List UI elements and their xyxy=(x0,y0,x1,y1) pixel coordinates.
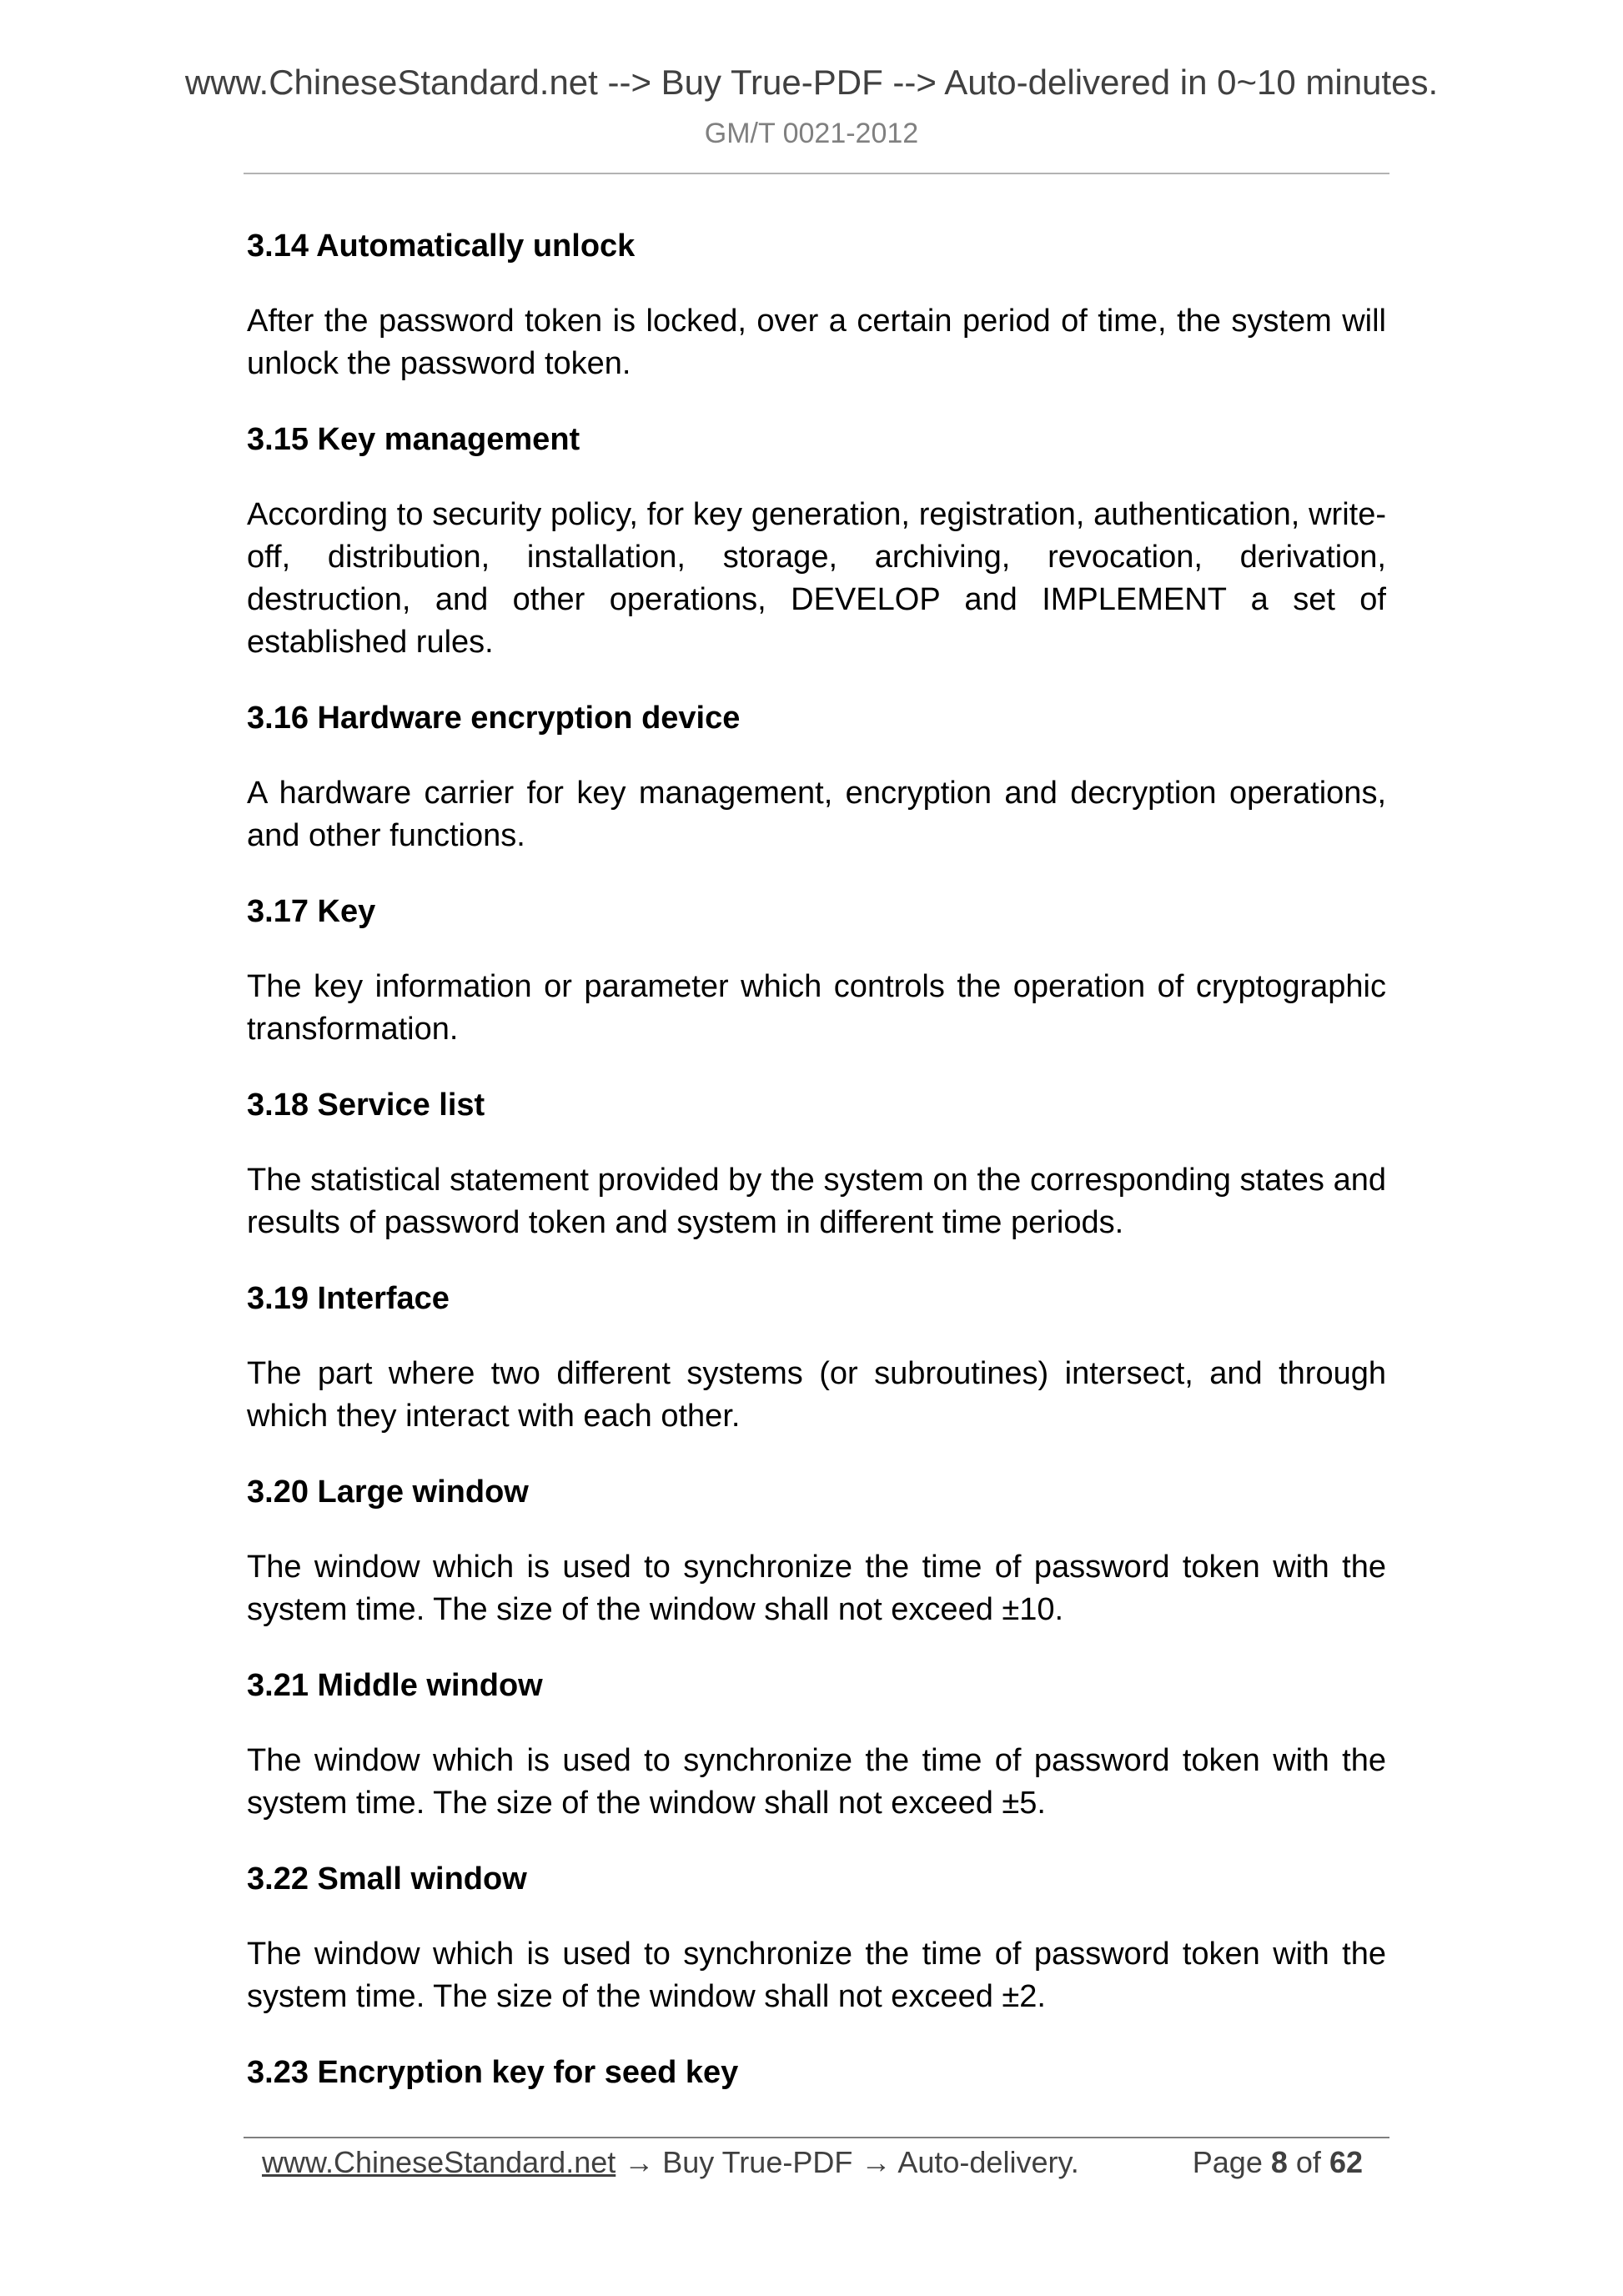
section-heading: 3.22 Small window xyxy=(247,1861,527,1897)
section-heading: 3.14 Automatically unlock xyxy=(247,229,636,264)
footer-buy-text: Buy True-PDF xyxy=(662,2145,853,2179)
footer-delivery-text: Auto-delivery. xyxy=(897,2145,1079,2179)
section-heading: 3.16 Hardware encryption device xyxy=(247,701,741,736)
section-heading: 3.18 Service list xyxy=(247,1088,485,1123)
section-heading: 3.23 Encryption key for seed key xyxy=(247,2055,739,2090)
footer-site-link[interactable]: www.ChineseStandard.net xyxy=(262,2145,616,2179)
page-of: of xyxy=(1295,2145,1321,2179)
page-current: 8 xyxy=(1270,2145,1288,2179)
footer-links xyxy=(262,2142,1079,2183)
section-heading: 3.21 Middle window xyxy=(247,1668,543,1703)
section-body: The statistical statement provided by the system on the corresponding states and results of password token and system in different time periods. xyxy=(247,1163,1386,1240)
section-heading: 3.17 Key xyxy=(247,894,376,929)
arrow-right-icon: → xyxy=(852,2145,898,2179)
footer-divider xyxy=(244,2137,1389,2138)
arrow-right-icon: → xyxy=(616,2145,663,2179)
section-3-20 xyxy=(247,1471,1386,1631)
page-label: Page xyxy=(1192,2145,1263,2179)
document-body xyxy=(247,225,1386,2127)
section-heading: 3.19 Interface xyxy=(247,1281,450,1316)
page-number xyxy=(1193,2142,1363,2183)
section-3-14 xyxy=(247,225,1386,385)
section-3-17 xyxy=(247,891,1386,1051)
section-body: After the password token is locked, over a certain period of time, the system will unlock the password token. xyxy=(247,304,1386,381)
section-3-16 xyxy=(247,697,1386,857)
page-footer xyxy=(262,2142,1363,2183)
header-divider xyxy=(244,173,1389,174)
section-body: The window which is used to synchronize the time of password token with the system time. The size of the window shall not exceed ±5. xyxy=(247,1743,1386,1821)
header-banner: www.ChineseStandard.net --> Buy True-PDF --> Auto-delivered in 0~10 minutes. xyxy=(184,63,1439,102)
section-body: A hardware carrier for key management, encryption and decryption operations, and other functions. xyxy=(247,776,1386,853)
section-3-21 xyxy=(247,1665,1386,1825)
section-body: The part where two different systems (or subroutines) intersect, and through which they interact with each other. xyxy=(247,1356,1386,1434)
section-3-15 xyxy=(247,419,1386,664)
section-body: The window which is used to synchronize the time of password token with the system time. The size of the window shall not exceed ±10. xyxy=(247,1550,1386,1627)
section-3-18 xyxy=(247,1084,1386,1244)
section-body: The window which is used to synchronize the time of password token with the system time. The size of the window shall not exceed ±2. xyxy=(247,1937,1386,2014)
section-heading: 3.20 Large window xyxy=(247,1475,529,1510)
section-body: The key information or parameter which controls the operation of cryptographic transformation. xyxy=(247,969,1386,1047)
standard-code: GM/T 0021-2012 xyxy=(704,118,919,149)
section-3-22 xyxy=(247,1858,1386,2018)
section-heading: 3.15 Key management xyxy=(247,422,580,457)
section-3-23 xyxy=(247,2052,1386,2093)
section-body: According to security policy, for key generation, registration, authentication, write-off, distribution, installation, storage, archiving, revocation, derivation, destruction, and other operations, DEVELOP and IMPLEMENT a set of established rules. xyxy=(247,497,1386,660)
page-total: 62 xyxy=(1329,2145,1363,2179)
section-3-19 xyxy=(247,1278,1386,1438)
